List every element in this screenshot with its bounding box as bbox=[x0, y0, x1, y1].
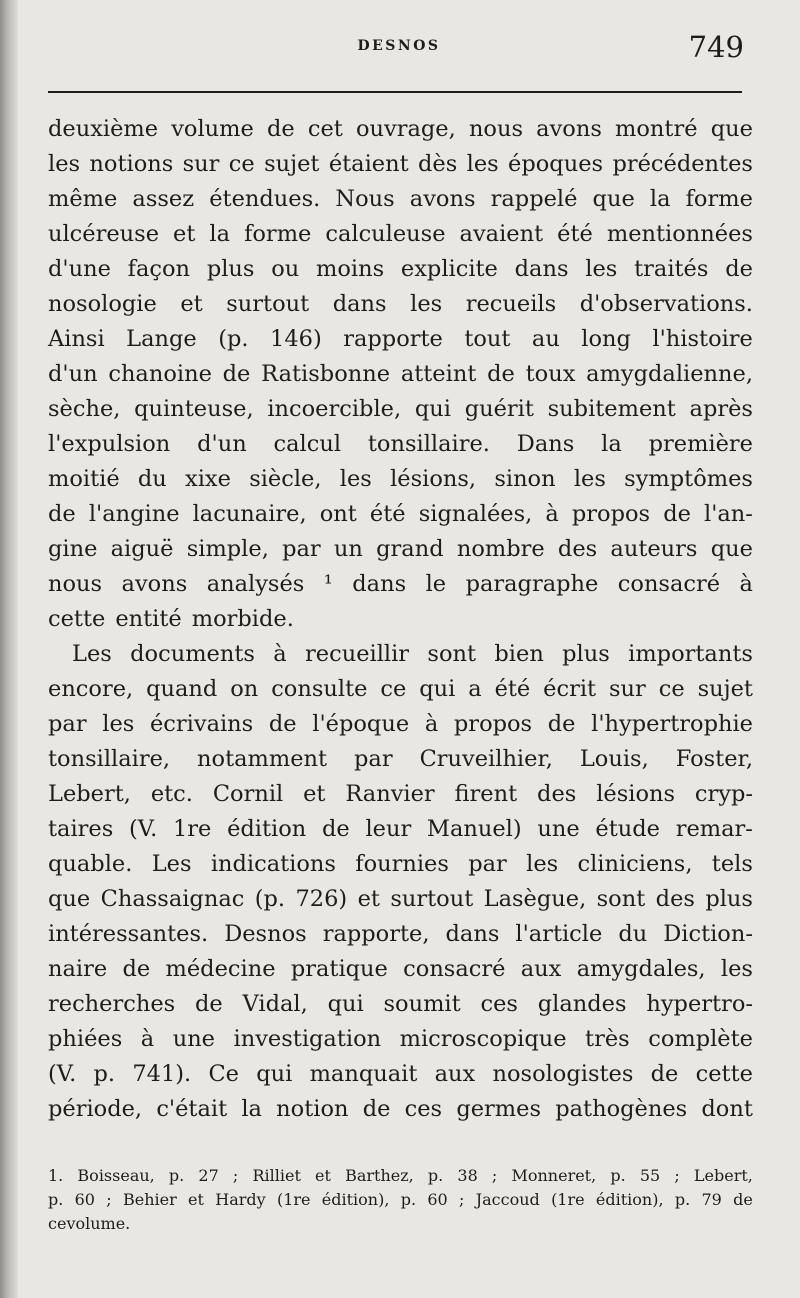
body-line: d'un chanoine de Ratisbonne atteint de toux amygdalienne, bbox=[48, 361, 753, 387]
body-line: (V. p. 741). Ce qui manquait aux nosologistes de cette bbox=[48, 1061, 753, 1087]
body-line: que Chassaignac (p. 726) et surtout Lasègue, sont des plus bbox=[48, 886, 753, 912]
body-line: tonsillaire, notamment par Cruveilhier, Louis, Foster, bbox=[48, 746, 753, 772]
running-head: DESNOS bbox=[357, 38, 441, 54]
body-line: Les documents à recueillir sont bien plus importants bbox=[72, 641, 753, 667]
body-line: recherches de Vidal, qui soumit ces glandes hypertro- bbox=[48, 991, 753, 1017]
body-line: par les écrivains de l'époque à propos de l'hypertrophie bbox=[48, 711, 753, 737]
body-line: sèche, quinteuse, incoercible, qui guérit subitement après bbox=[48, 396, 753, 422]
body-line: l'expulsion d'un calcul tonsillaire. Dans la première bbox=[48, 431, 753, 457]
body-line: taires (V. 1re édition de leur Manuel) une étude remar- bbox=[48, 816, 753, 842]
body-line: d'une façon plus ou moins explicite dans les traités de bbox=[48, 256, 753, 282]
page-number: 749 bbox=[688, 30, 744, 64]
body-line: même assez étendues. Nous avons rappelé que la forme bbox=[48, 186, 753, 212]
footnotes bbox=[48, 1164, 753, 1236]
body-line: période, c'était la notion de ces germes pathogènes dont bbox=[48, 1096, 753, 1122]
body-line: Lebert, etc. Cornil et Ranvier firent des lésions cryp- bbox=[48, 781, 753, 807]
body-line: encore, quand on consulte ce qui a été écrit sur ce sujet bbox=[48, 676, 753, 702]
body-line: deuxième volume de cet ouvrage, nous avons montré que bbox=[48, 116, 753, 142]
header-rule bbox=[48, 91, 742, 93]
page-header bbox=[48, 30, 750, 80]
body-line: les notions sur ce sujet étaient dès les époques précédentes bbox=[48, 151, 753, 177]
binding-gutter bbox=[0, 0, 18, 1298]
body-line: nous avons analysés ¹ dans le paragraphe consacré à bbox=[48, 571, 753, 597]
body-line: gine aiguë simple, par un grand nombre des auteurs que bbox=[48, 536, 753, 562]
body-line: moitié du xixe siècle, les lésions, sinon les symptômes bbox=[48, 466, 753, 492]
body-line: naire de médecine pratique consacré aux amygdales, les bbox=[48, 956, 753, 982]
body-line: cette entité morbide. bbox=[48, 606, 294, 632]
body-text bbox=[48, 112, 753, 1127]
body-line: intéressantes. Desnos rapporte, dans l'article du Diction- bbox=[48, 921, 753, 947]
body-line: quable. Les indications fournies par les cliniciens, tels bbox=[48, 851, 753, 877]
body-line: de l'angine lacunaire, ont été signalées, à propos de l'an- bbox=[48, 501, 753, 527]
body-line: ulcéreuse et la forme calculeuse avaient été mentionnées bbox=[48, 221, 753, 247]
body-line: phiées à une investigation microscopique très complète bbox=[48, 1026, 753, 1052]
footnote-line: 1. Boisseau, p. 27 ; Rilliet et Barthez, p. 38 ; Monneret, p. 55 ; Lebert, bbox=[48, 1166, 753, 1185]
body-line: nosologie et surtout dans les recueils d'observations. bbox=[48, 291, 753, 317]
footnote-line: ce volume. bbox=[48, 1214, 131, 1233]
footnote-line: p. 60 ; Behier et Hardy (1re édition), p. 60 ; Jaccoud (1re édition), p. 79 de bbox=[48, 1190, 753, 1209]
body-line: Ainsi Lange (p. 146) rapporte tout au long l'histoire bbox=[48, 326, 753, 352]
